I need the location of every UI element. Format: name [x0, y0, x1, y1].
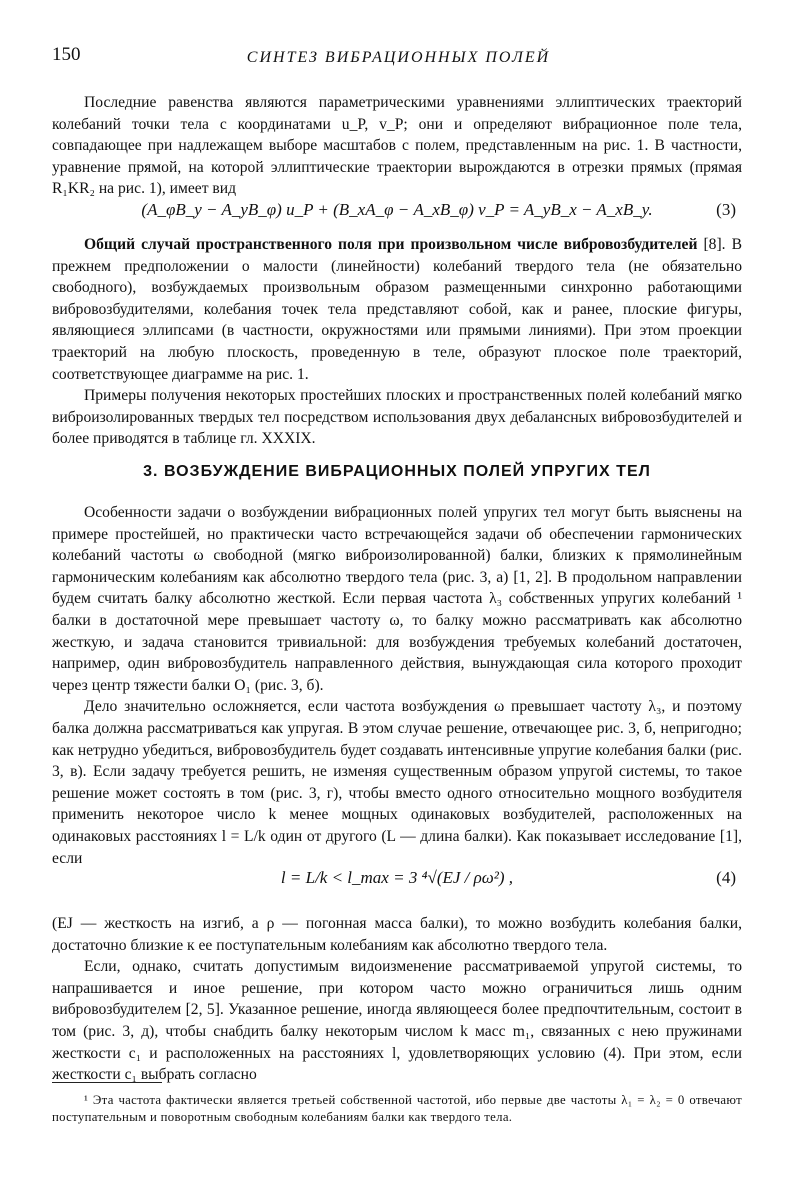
section-title: 3. ВОЗБУЖДЕНИЕ ВИБРАЦИОННЫХ ПОЛЕЙ УПРУГИХ ТЕЛ [143, 463, 651, 480]
intro-paragraph: Последние равенства являются параметрическими уравнениями эллиптических траекторий колебаний точки тела с координатами u_P, v_P; они и определяют вибрационное поле тела, совпадающее при надлежащем выборе масштабов с полем, представленным на рис. 1. В частности, уравнение прямой, на которой эллиптические траектории вырождаются в отрезки прямых (прямая R₁KR₂ на рис. 1), имеет вид [52, 94, 742, 198]
general-case-block [52, 234, 742, 450]
general-case-lead: Общий случай пространственного поля при произвольном числе вибровозбудителей [84, 236, 698, 253]
section-paragraph-1: Особенности задачи о возбуждении вибрационных полей упругих тел могут быть выяснены на примере простейшей, но практически часто встречающейся задачи об обеспечении гармонических колебаний частоты ω свободной (мягко виброизолированной) балки, близких к прямолинейным гармоническим колебаниям как абсолютно твердого тела (рис. 3, а) [1, 2]. В продольном направлении будем считать балку абсолютно жесткой. Если первая частота λ₃ собственных упругих колебаний ¹ балки в достаточной мере превышает частоту ω, то балку можно рассматривать как абсолютно жесткую, и задача становится тривиальной: для возбуждения требуемых колебаний достаточен, например, один вибровозбудитель направленного действия, вынуждающая сила которого проходит через центр тяжести балки O₁ (рис. 3, б). [52, 504, 742, 694]
intro-block [52, 92, 742, 200]
page-number: 150 [52, 44, 81, 65]
equation-3-expression: (A_φB_y − A_yB_φ) u_P + (B_xA_φ − A_xB_φ) v_P = A_yB_x − A_xB_y. [141, 200, 653, 219]
final-paragraph: Если, однако, считать допустимым видоизменение рассматриваемой упругой системы, то напрашивается и иное решение, при котором часто можно ограничиться лишь одним вибровозбудителем [2, 5]. Указанное решение, иногда являющееся более предпочтительным, состоит в том (рис. 3, д), чтобы снабдить балку некоторым числом k масс m₁, связанных с нею пружинами жесткости c₁ и расположенных на расстояниях l, удовлетворяющих условию (4). При этом, если жесткости c₁ выбрать согласно [52, 958, 742, 1084]
footnote [52, 1092, 742, 1126]
equation-4 [52, 864, 742, 892]
examples-paragraph: Примеры получения некоторых простейших плоских и пространственных полей колебаний мягко виброизолированных твердых тел посредством использования двух дебалансных вибровозбудителей и более приводятся в таблице гл. XXXIX. [52, 387, 742, 448]
equation-3 [52, 196, 742, 224]
after-eq4-paragraph: (EJ — жесткость на изгиб, а ρ — погонная масса балки), то можно возбудить колебания балки, достаточно близкие к ее поступательным колебаниям как абсолютно твердого тела. [52, 915, 742, 954]
equation-4-expression: l = L/k < l_max = 3 ⁴√(EJ / ρω²) , [280, 868, 514, 887]
running-header: СИНТЕЗ ВИБРАЦИОННЫХ ПОЛЕЙ [246, 49, 551, 66]
general-case-text: [8]. В прежнем предположении о малости (линейности) колебаний твердого тела (не обязательно свободного), возбуждаемых произвольным образом размещенными синхронно работающими вибровозбудителями, колебания точек тела представляют собой, как и ранее, плоские фигуры, являющиеся эллипсами (в частности, окружностями или прямыми линиями). При этом проекции траекторий на любую плоскость, проведенную в теле, образуют плоское поле траекторий, соответствующее диаграмме на рис. 1. [52, 236, 742, 383]
closing-block [52, 913, 742, 1086]
equation-3-number: (3) [716, 200, 736, 219]
section-paragraph-2: Дело значительно осложняется, если частота возбуждения ω превышает частоту λ₃, и поэтому балка должна рассматриваться как упругая. В этом случае решение, отвечающее рис. 3, б, непригодно; как нетрудно убедиться, вибровозбудитель будет создавать интенсивные упругие колебания балки (рис. 3, в). Если задачу требуется решить, не изменяя существенным образом упругой системы, то такое решение может состоять в том (рис. 3, г), чтобы вместо одного относительно мощного возбудителя применить некоторое число k менее мощных одинаковых возбудителей, расположенных на одинаковых расстояниях l = L/k один от другого (L — длина балки). Как показывает исследование [1], если [52, 698, 742, 867]
footnote-text: ¹ Эта частота фактически является третьей собственной частотой, ибо первые две частоты λ₁ = λ₂ = 0 отвечают поступательным и поворотным свободным колебаниям балки как твердого тела. [52, 1093, 742, 1124]
equation-4-number: (4) [716, 868, 736, 887]
footnote-divider [52, 1082, 162, 1083]
section-body [52, 502, 742, 869]
general-case-paragraph [52, 234, 742, 385]
